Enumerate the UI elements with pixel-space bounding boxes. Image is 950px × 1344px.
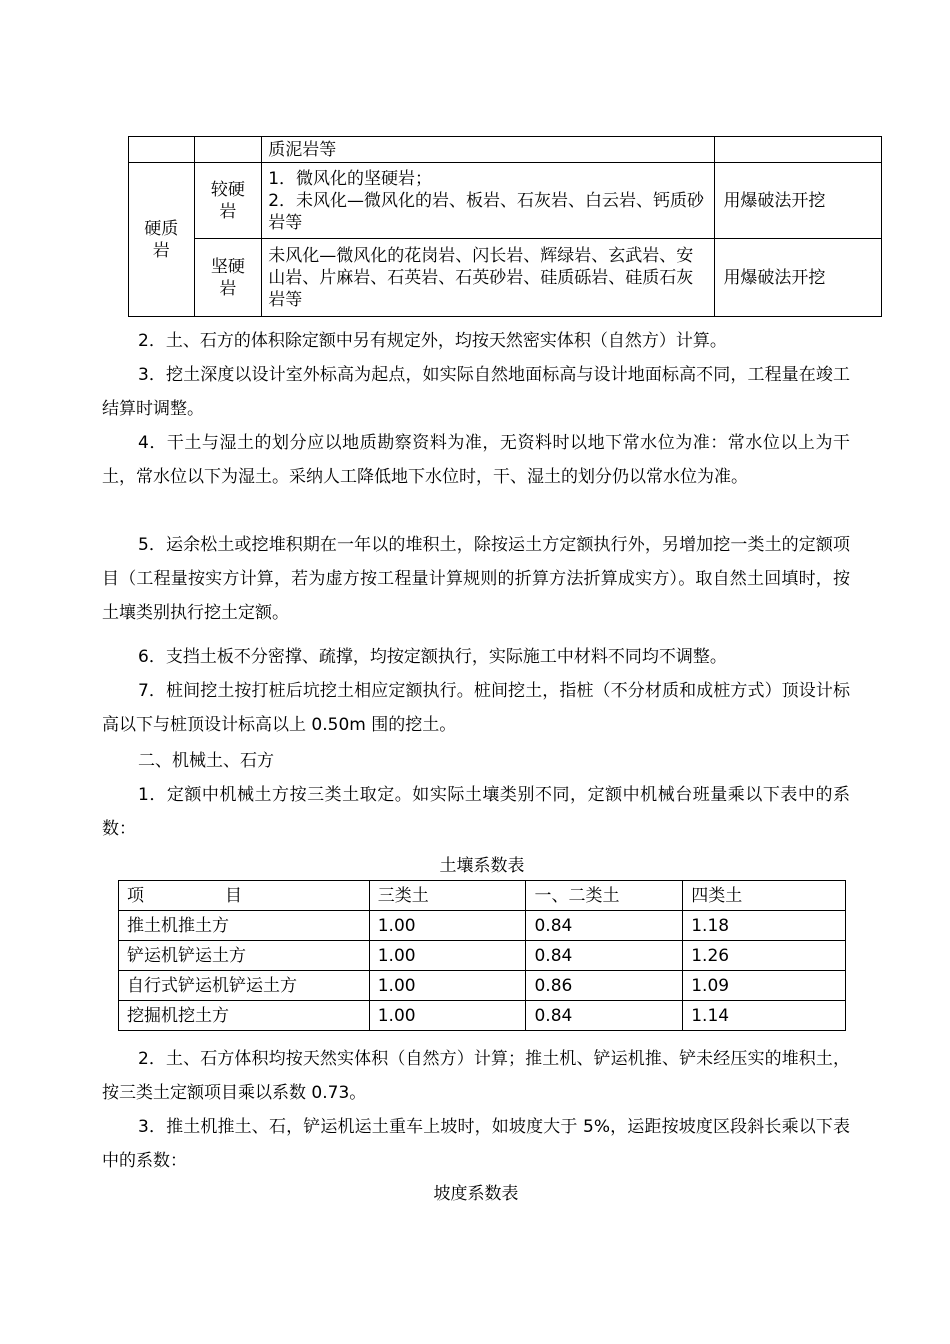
- machine-name: 挖掘机挖土方: [119, 1001, 370, 1031]
- header-item-b: 目: [225, 885, 242, 906]
- header-cell-item: [119, 881, 370, 911]
- coef-cell: 1.26: [683, 941, 846, 971]
- table-cell: [129, 137, 195, 163]
- table-row: [119, 1001, 846, 1031]
- machine-name: 推土机推土方: [119, 911, 370, 941]
- soil-table-caption: 土壤系数表: [439, 856, 525, 876]
- table-row: [129, 239, 882, 317]
- paragraph: 3．推土机推土、石，铲运机运土重车上坡时，如坡度大于 5%，运距按坡度区段斜长乘以下表中的系数：: [102, 1117, 850, 1171]
- subclass-text: 较硬岩: [210, 179, 245, 222]
- coef-cell: 1.00: [369, 971, 526, 1001]
- paragraph: 2．土、石方的体积除定额中另有规定外，均按天然密实体积（自然方）计算。: [138, 331, 727, 351]
- header-item-label: [127, 885, 242, 907]
- soil-coefficient-table: [118, 880, 846, 1031]
- paragraph: 1．定额中机械土方按三类土取定。如实际土壤类别不同，定额中机械台班量乘以下表中的系数：: [102, 785, 850, 839]
- paragraph: 4．干土与湿土的划分应以地质勘察资料为准，无资料时以地下常水位为准：常水位以上为干土，常水位以下为湿土。采纳人工降低地下水位时，干、湿土的划分仍以常水位为准。: [102, 433, 850, 487]
- paragraph: 5．运余松土或挖堆积期在一年以的堆积土，除按运土方定额执行外，另增加挖一类土的定额项目（工程量按实方计算，若为虚方按工程量计算规则的折算方法折算成实方）。取自然土回填时，按土壤类别执行挖土定额。: [102, 535, 850, 623]
- rock-subclass-label: [194, 163, 262, 239]
- excavation-method: 用爆破法开挖: [715, 239, 882, 317]
- paragraph: 2．土、石方体积均按天然实体积（自然方）计算；推土机、铲运机推、铲未经压实的堆积土，按三类土定额项目乘以系数 0.73。: [102, 1049, 850, 1103]
- table-row: [119, 941, 846, 971]
- table-row: [129, 137, 882, 163]
- header-cell: 三类土: [369, 881, 526, 911]
- table-row: [119, 971, 846, 1001]
- rock-desc-line: 1．微风化的坚硬岩；: [268, 168, 433, 189]
- rock-group-label: [129, 163, 195, 317]
- coef-cell: 1.14: [683, 1001, 846, 1031]
- group-label-text: 硬质岩: [144, 218, 179, 261]
- table-header-row: [119, 881, 846, 911]
- coef-cell: 1.09: [683, 971, 846, 1001]
- header-cell: 一、二类土: [526, 881, 683, 911]
- table-row: [119, 911, 846, 941]
- subclass-text: 坚硬岩: [210, 256, 245, 299]
- rock-desc-line: 2．未风化—微风化的岩、板岩、石灰岩、白云岩、钙质砂岩等: [268, 190, 705, 233]
- coef-cell: 0.84: [526, 941, 683, 971]
- table-cell: [715, 137, 882, 163]
- rock-classification-table: [128, 136, 882, 317]
- slope-table-caption: 坡度系数表: [433, 1184, 519, 1204]
- coef-cell: 1.00: [369, 941, 526, 971]
- coef-cell: 1.00: [369, 1001, 526, 1031]
- coef-cell: 0.84: [526, 911, 683, 941]
- section-heading: 二、机械土、石方: [138, 751, 274, 771]
- rock-subclass-label: [194, 239, 262, 317]
- table-cell: [194, 137, 262, 163]
- rock-desc-cell: 质泥岩等: [262, 137, 715, 163]
- header-item-a: 项: [127, 885, 144, 906]
- paragraph: 7．桩间挖土按打桩后坑挖土相应定额执行。桩间挖土，指桩（不分材质和成桩方式）顶设计标高以下与桩顶设计标高以上 0.50m 围的挖土。: [102, 681, 850, 735]
- paragraph: 3．挖土深度以设计室外标高为起点，如实际自然地面标高与设计地面标高不同，工程量在竣工结算时调整。: [102, 365, 850, 419]
- rock-desc-cell: 未风化—微风化的花岗岩、闪长岩、辉绿岩、玄武岩、安山岩、片麻岩、石英岩、石英砂岩、硅质砾岩、硅质石灰岩等: [262, 239, 715, 317]
- coef-cell: 0.86: [526, 971, 683, 1001]
- coef-cell: 0.84: [526, 1001, 683, 1031]
- coef-cell: 1.00: [369, 911, 526, 941]
- paragraph: 6．支挡土板不分密撑、疏撑，均按定额执行，实际施工中材料不同均不调整。: [138, 647, 727, 667]
- table-row: [129, 163, 882, 239]
- rock-desc-cell: [262, 163, 715, 239]
- machine-name: 铲运机铲运土方: [119, 941, 370, 971]
- excavation-method: 用爆破法开挖: [715, 163, 882, 239]
- header-cell: 四类土: [683, 881, 846, 911]
- coef-cell: 1.18: [683, 911, 846, 941]
- machine-name: 自行式铲运机铲运土方: [119, 971, 370, 1001]
